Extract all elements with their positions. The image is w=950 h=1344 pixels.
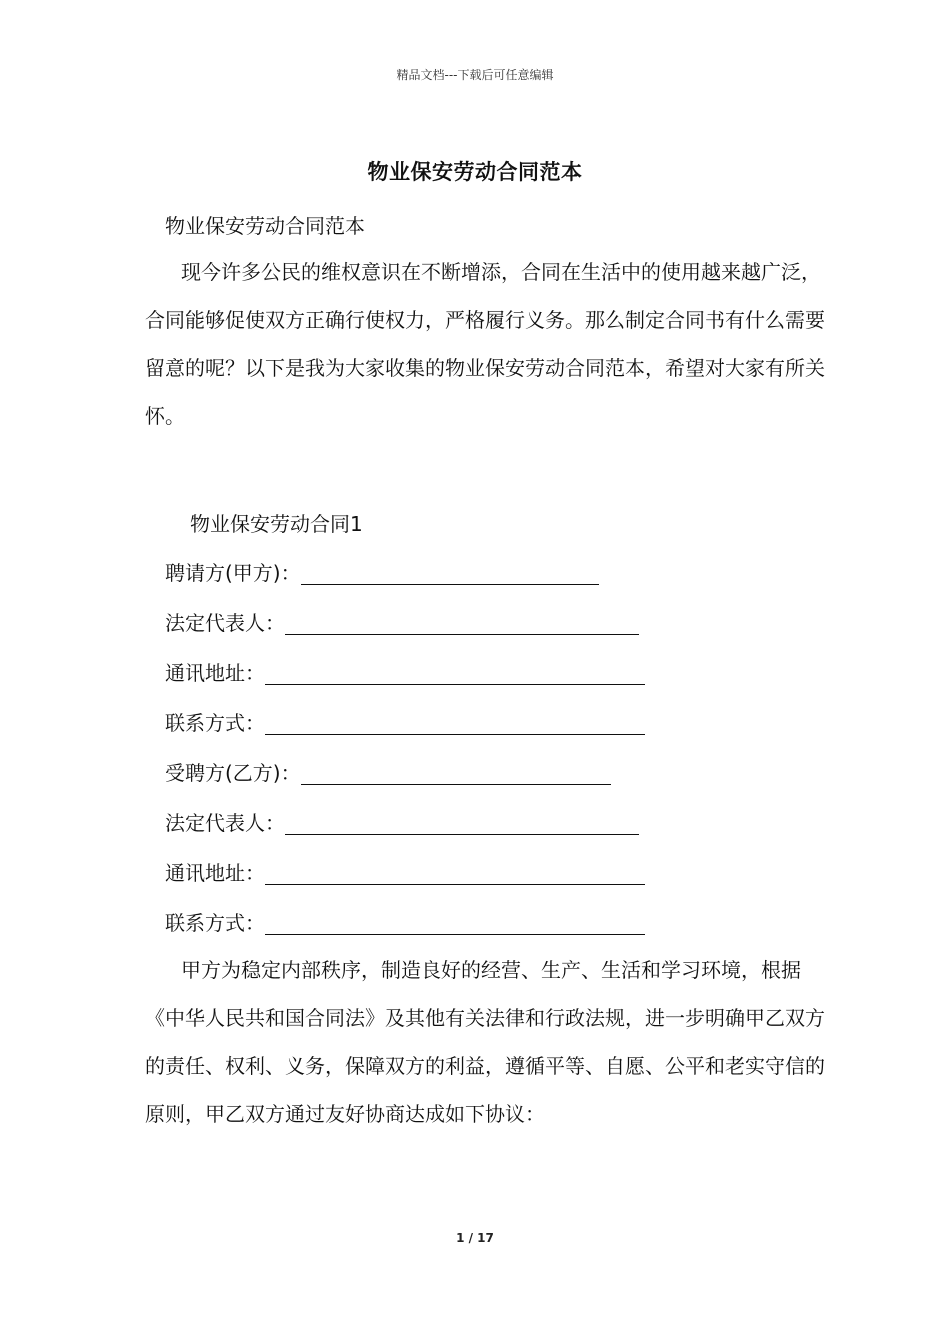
field-employee [165, 758, 611, 788]
field-employee-contact [165, 908, 645, 938]
document-subtitle: 物业保安劳动合同范本 [165, 214, 365, 238]
document-title: 物业保安劳动合同范本 [367, 160, 583, 184]
field-label: 受聘方(乙方)： [165, 761, 301, 785]
contract-intro-text: 甲方为稳定内部秩序，制造良好的经营、生产、生活和学习环境，根据《中华人民共和国合同法》及其他有关法律和行政法规，进一步明确甲乙双方的责任、权利、义务，保障双方的利益，遵循平等、自愿、公平和老实守信的原则，甲乙双方通过友好协商达成如下协议： [145, 958, 825, 1126]
intro-paragraph [145, 248, 835, 440]
page-number: 1 / 17 [456, 1231, 494, 1245]
field-employee-address [165, 858, 645, 888]
blank-line [285, 812, 639, 835]
field-employer [165, 558, 599, 588]
blank-line [265, 662, 645, 685]
field-employer-address [165, 658, 645, 688]
field-label: 法定代表人： [165, 811, 285, 835]
field-label: 通讯地址： [165, 661, 265, 685]
field-label: 通讯地址： [165, 861, 265, 885]
blank-line [301, 562, 599, 585]
blank-line [265, 912, 645, 935]
intro-text: 现今许多公民的维权意识在不断增添，合同在生活中的使用越来越广泛，合同能够促使双方正确行使权力，严格履行义务。那么制定合同书有什么需要留意的呢？以下是我为大家收集的物业保安劳动合同范本，希望对大家有所关怀。 [145, 260, 825, 428]
field-employer-legal-rep [165, 608, 639, 638]
contract-heading: 物业保安劳动合同1 [190, 512, 363, 536]
blank-line [285, 612, 639, 635]
blank-line [301, 762, 611, 785]
field-employee-legal-rep [165, 808, 639, 838]
blank-line [265, 862, 645, 885]
field-label: 聘请方(甲方)： [165, 561, 301, 585]
field-label: 联系方式： [165, 711, 265, 735]
field-employer-contact [165, 708, 645, 738]
field-label: 联系方式： [165, 911, 265, 935]
blank-line [265, 712, 645, 735]
field-label: 法定代表人： [165, 611, 285, 635]
contract-intro-paragraph [145, 946, 835, 1138]
page-header: 精品文档---下载后可任意编辑 [396, 68, 554, 82]
